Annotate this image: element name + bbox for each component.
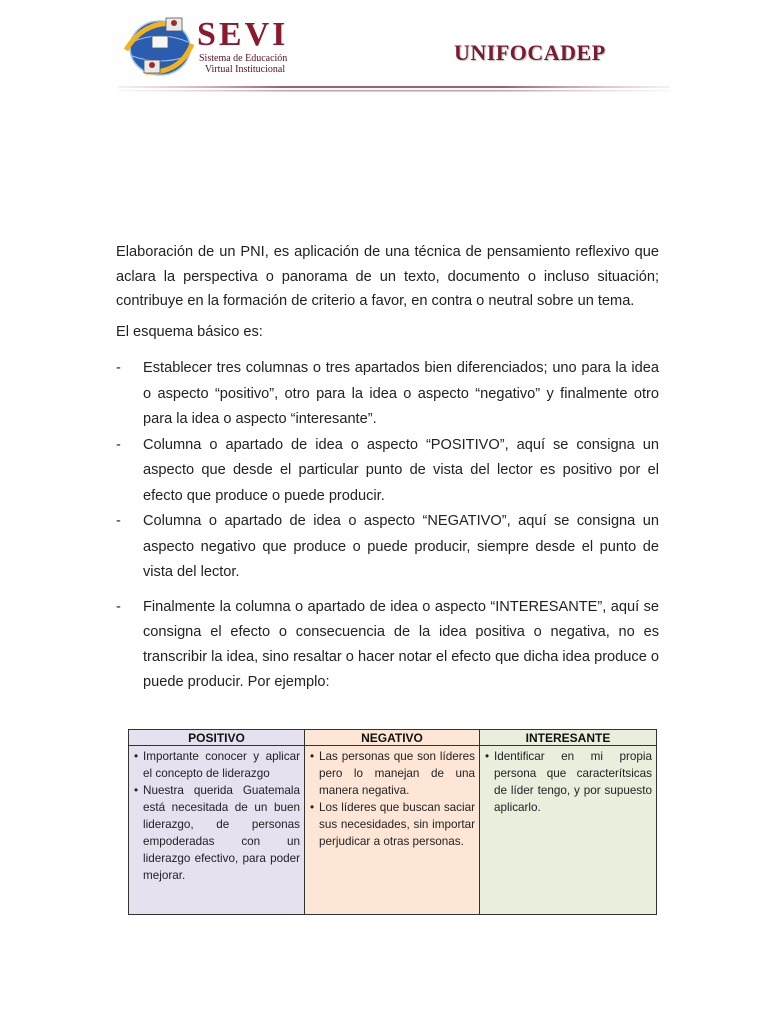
bullet-text: Columna o apartado de idea o aspecto “NEGATIVO”, aquí se consigna un aspecto negativo que produce o puede producir, siempre desde el punto de vista del lector. bbox=[143, 513, 659, 580]
header-interesante: INTERESANTE bbox=[480, 730, 657, 746]
bullet-item bbox=[116, 356, 659, 433]
bullet-dash: - bbox=[116, 598, 121, 615]
bullet-item bbox=[116, 433, 659, 510]
list-item: • Importante conocer y aplicar el concepto de liderazgo bbox=[143, 748, 300, 782]
bullet-text: Establecer tres columnas o tres apartados bien diferenciados; uno para la idea o aspecto “positivo”, otro para la idea o aspecto “negativo” y finalmente otro para la idea o aspecto “interesante”. bbox=[143, 360, 659, 427]
sevi-globe-logo-icon bbox=[124, 14, 196, 80]
cell-negativo bbox=[305, 746, 480, 915]
bullet-item bbox=[116, 595, 659, 695]
bullet-text: Columna o apartado de idea o aspecto “POSITIVO”, aquí se consigna un aspecto que desde el particular punto de vista del lector es positivo por el efecto que produce o puede producir. bbox=[143, 436, 659, 504]
bullet-dash: - bbox=[116, 360, 121, 376]
logo-subtitle-1: Sistema de Educación bbox=[199, 53, 288, 64]
logo-title: SEVI bbox=[197, 16, 289, 53]
intro-paragraph: Elaboración de un PNI, es aplicación de una técnica de pensamiento reflexivo que aclara la perspectiva o panorama de un texto, documento o incluso situación; contribuye en la formación de criterio a favor, en contra o neutral sobre un tema. bbox=[116, 244, 659, 309]
brand-name: UNIFOCADEP bbox=[454, 40, 606, 65]
list-item: • Las personas que son líderes pero lo manejan de una manera negativa. bbox=[319, 748, 475, 799]
table-row bbox=[129, 746, 657, 915]
bullet-item bbox=[116, 509, 659, 586]
page-header bbox=[0, 0, 768, 100]
header-divider bbox=[118, 84, 670, 94]
table-header-row bbox=[129, 730, 657, 746]
cell-interesante bbox=[480, 746, 657, 915]
document-body bbox=[116, 240, 659, 695]
logo-subtitle-2: Virtual Institucional bbox=[204, 64, 286, 75]
cell-positivo bbox=[129, 746, 305, 915]
header-negativo: NEGATIVO bbox=[305, 730, 480, 746]
header-positivo: POSITIVO bbox=[129, 730, 305, 746]
list-item: • Nuestra querida Guatemala está necesitada de un buen liderazgo, de personas empoderadas con un liderazgo efectivo, para poder mejorar. bbox=[143, 782, 300, 884]
schema-label: El esquema básico es: bbox=[116, 323, 263, 340]
bullet-dash: - bbox=[116, 513, 121, 529]
list-item: • Identificar en mi propia persona que caracterítsicas de líder tengo, y por supuesto aplicarlo. bbox=[494, 748, 652, 816]
pni-table bbox=[128, 729, 657, 915]
list-item: • Los líderes que buscan saciar sus necesidades, sin importar perjudicar a otras personas. bbox=[319, 799, 475, 850]
bullet-dash: - bbox=[116, 436, 121, 453]
bullet-text: Finalmente la columna o apartado de idea o aspecto “INTERESANTE”, aquí se consigna el efecto o consecuencia de la idea positiva o negativa, no es transcribir la idea, sino resaltar o hacer notar el efecto que dicha idea produce o puede producir. Por ejemplo: bbox=[143, 598, 659, 690]
